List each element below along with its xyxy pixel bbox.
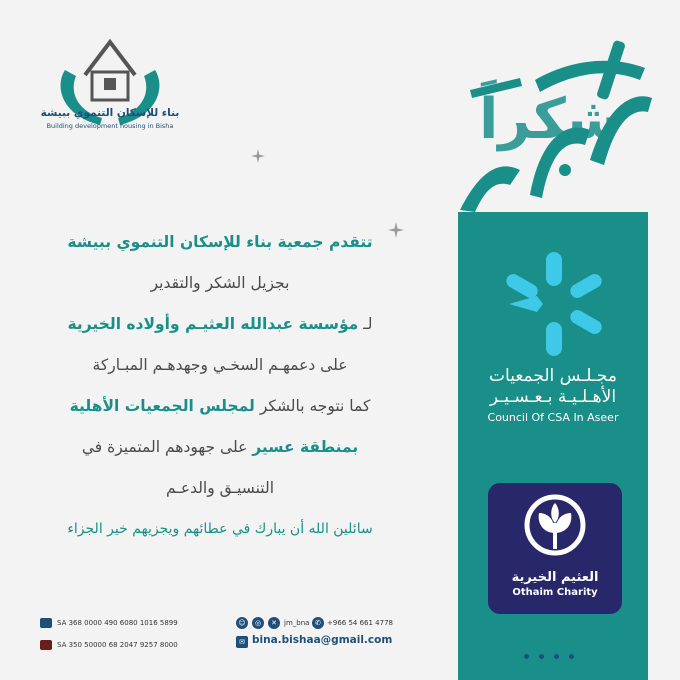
council-name-ar-1: مجـلـس الجمعيات <box>489 366 617 386</box>
bank-account-1: SA 368 0000 490 6080 1016 5899 <box>57 619 178 627</box>
thanks-text: شكراً <box>479 87 621 152</box>
message-line-7: التنسيـق والدعـم <box>165 479 275 497</box>
page-dot <box>569 654 574 659</box>
bank-icon <box>40 640 52 650</box>
phone-number[interactable]: +966 54 661 4778 <box>327 619 393 627</box>
page-dot <box>539 654 544 659</box>
instagram-icon[interactable]: ◎ <box>252 617 264 629</box>
social-handle[interactable]: jm_bna <box>284 619 310 627</box>
org-name-en: Building development housing in Bisha <box>46 122 174 130</box>
othaim-name-ar: العثيم الخيرية <box>511 570 599 585</box>
whatsapp-icon[interactable]: ✆ <box>312 617 324 629</box>
council-name-en: Council Of CSA In Aseer <box>487 411 619 424</box>
message-line-3: لـ مؤسسة عبدالله العثيـم وأولاده الخيرية <box>67 315 373 333</box>
org-name-ar: بناء للإسكان التنموي ببيشة <box>40 107 180 119</box>
othaim-name-en: Othaim Charity <box>512 587 598 598</box>
council-name-ar-2: الأهـلـيـة بـعـسـيـر <box>489 387 617 407</box>
sparkle-icon <box>251 149 265 163</box>
bank-account-2: SA 350 50000 68 2047 9257 8000 <box>57 641 178 649</box>
thanks-message <box>30 222 410 550</box>
page-dot <box>554 654 559 659</box>
x-icon[interactable]: ✕ <box>268 617 280 629</box>
message-line-4: على دعمهـم السخـي وجهدهـم المبـاركة <box>92 356 348 374</box>
message-line-5: كما نتوجه بالشكر لمجلس الجمعيات الأهلية <box>69 397 371 415</box>
message-line-1: تتقدم جمعية بناء للإسكان التنموي ببيشة <box>67 233 373 251</box>
bank-icon <box>40 618 52 628</box>
thanks-calligraphy <box>440 20 660 220</box>
message-line-8: سائلين الله أن يبارك في عطائهم ويجزيهم خير الجزاء <box>67 521 373 537</box>
page-dot <box>524 654 529 659</box>
othaim-logo-icon <box>523 493 587 561</box>
email-address[interactable]: bina.bishaa@gmail.com <box>252 634 393 646</box>
email-icon: ✉ <box>236 636 248 648</box>
message-line-2: بجزيل الشكر والتقدير <box>150 274 290 292</box>
message-line-6: بمنطقة عسير على جهودهم المتميزة في <box>81 438 359 456</box>
council-logo <box>503 252 605 356</box>
snapchat-icon[interactable]: ☺ <box>236 617 248 629</box>
